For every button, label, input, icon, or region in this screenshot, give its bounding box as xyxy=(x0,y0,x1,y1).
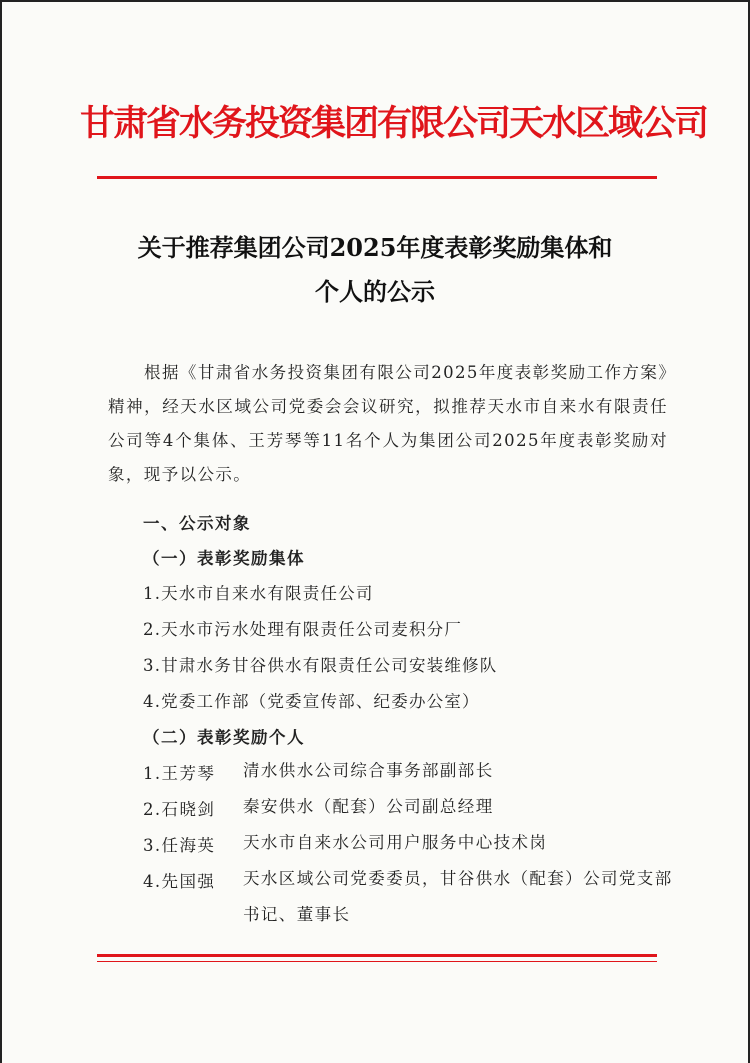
document-title-line2: 个人的公示 xyxy=(315,277,435,306)
collective-item: 2.天水市污水处理有限责任公司麦积分厂 xyxy=(143,620,463,639)
section-heading: 一、公示对象 xyxy=(143,514,251,533)
collectives-heading: （一）表彰奖励集体 xyxy=(143,549,305,568)
individuals-heading: （二）表彰奖励个人 xyxy=(143,728,305,747)
scan-border-top xyxy=(0,0,750,2)
individual-role: 清水供水公司综合事务部副部长 xyxy=(243,761,494,780)
individual-name: 3.任海英 xyxy=(143,836,216,855)
intro-paragraph: 根据《甘肃省水务投资集团有限公司2025年度表彰奖励工作方案》精神，经天水区域公司党委会会议研究，拟推荐天水市自来水有限责任公司等4个集体、王芳琴等11名个人为集团公司2025年度表彰奖励对象，现予以公示。 xyxy=(108,363,668,484)
footer-red-rule-thin xyxy=(97,961,657,962)
individual-name: 1.王芳琴 xyxy=(143,764,216,783)
individual-role: 天水区域公司党委委员，甘谷供水（配套）公司党支部书记、董事长 xyxy=(243,869,673,924)
collective-item: 3.甘肃水务甘谷供水有限责任公司安装维修队 xyxy=(143,656,498,675)
individual-name: 4.先国强 xyxy=(143,872,216,891)
collective-item: 1.天水市自来水有限责任公司 xyxy=(143,584,374,603)
document-title-line1: 关于推荐集团公司2025年度表彰奖励集体和 xyxy=(137,233,613,262)
header-red-rule xyxy=(97,176,657,179)
individual-role: 秦安供水（配套）公司副总经理 xyxy=(243,797,494,816)
collective-item: 4.党委工作部（党委宣传部、纪委办公室） xyxy=(143,692,480,711)
organization-header: 甘肃省水务投资集团有限公司天水区域公司 xyxy=(80,103,708,144)
scan-border-left xyxy=(0,0,2,1063)
individual-role: 天水市自来水公司用户服务中心技术岗 xyxy=(243,833,548,852)
footer-red-rule-thick xyxy=(97,954,657,957)
individual-name: 2.石晓剑 xyxy=(143,800,216,819)
